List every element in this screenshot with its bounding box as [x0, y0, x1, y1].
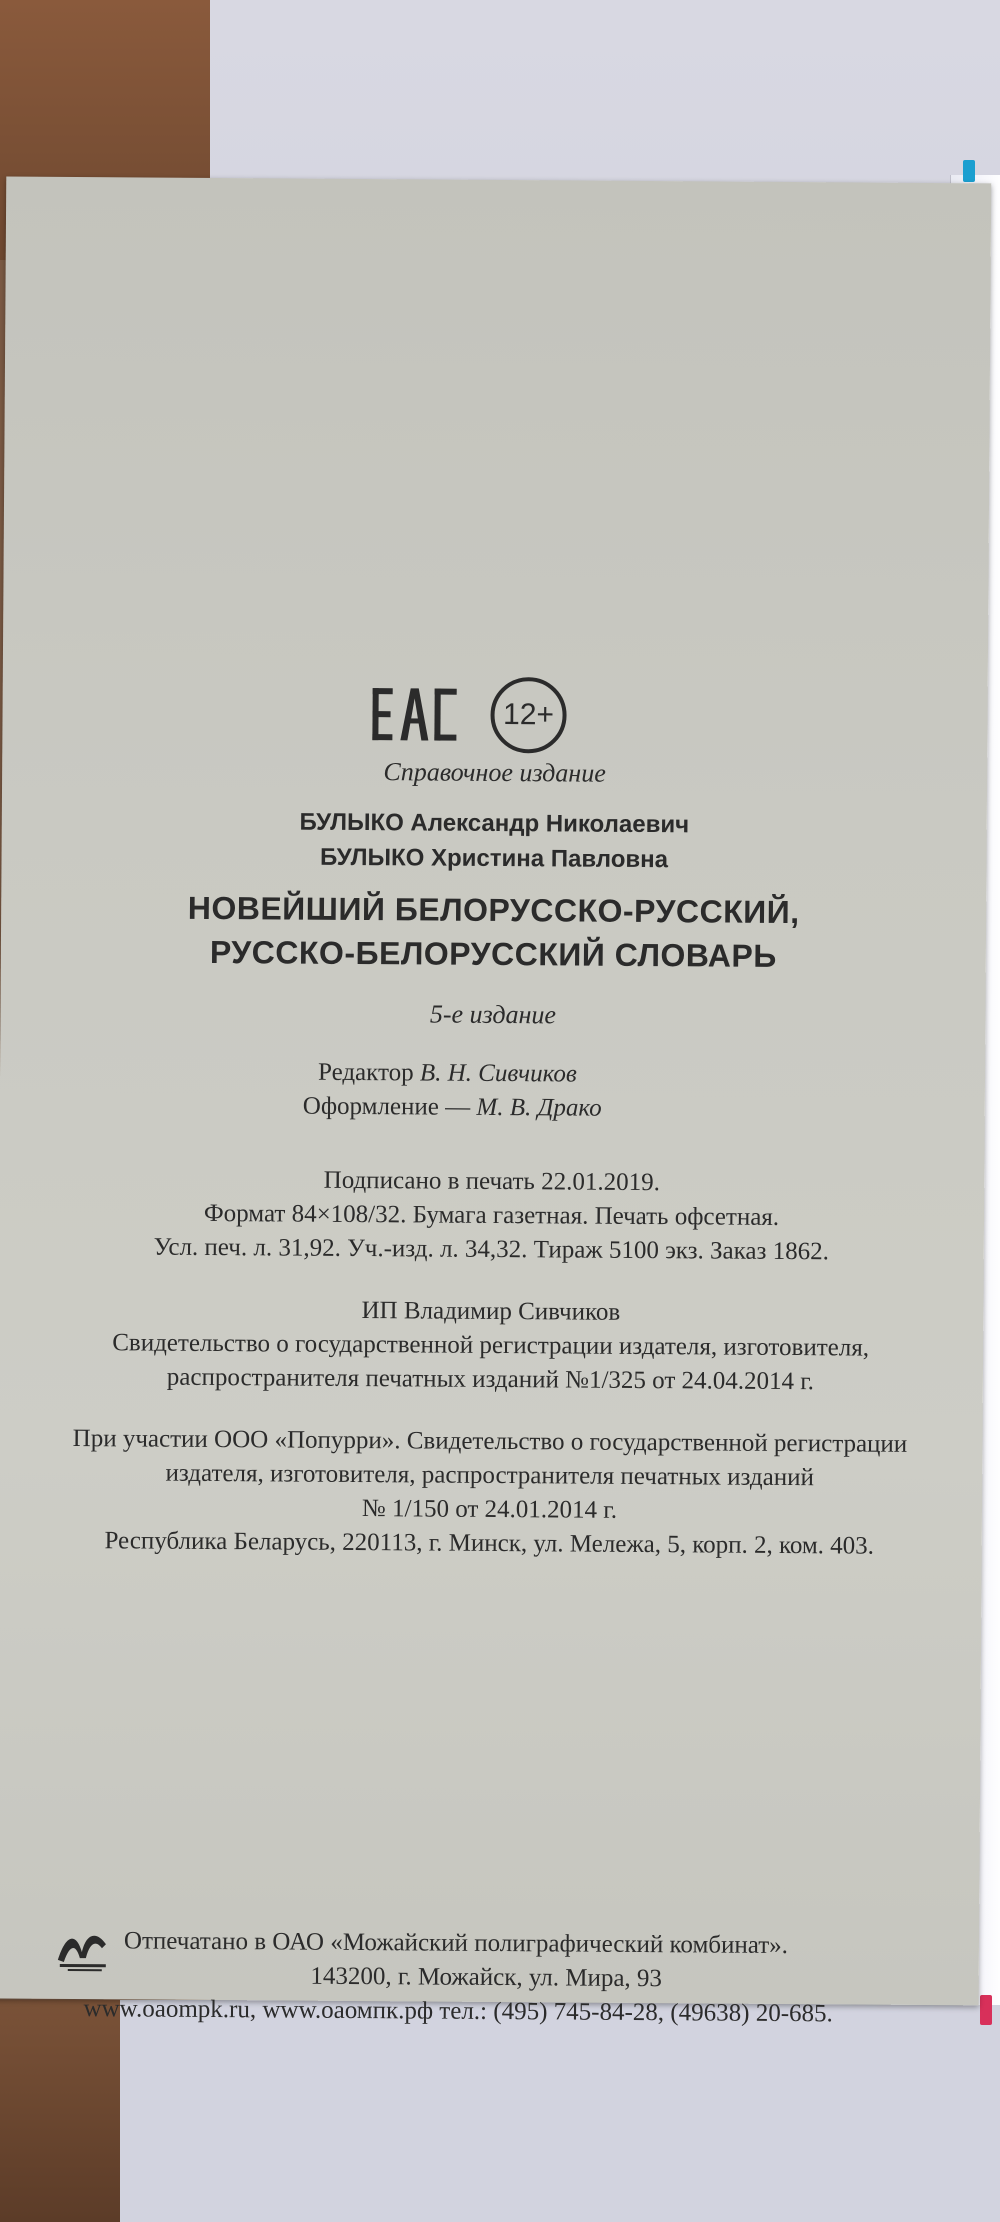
- reference-label: Справочное издание: [383, 757, 606, 788]
- book-page: [0, 177, 991, 2028]
- publisher-line-1: ИП Владимир Сивчиков: [361, 1297, 621, 1326]
- editor-label: Редактор: [317, 1058, 414, 1087]
- partner-line-3: № 1/150 от 24.01.2014 г.: [361, 1495, 618, 1524]
- backdrop-surface-bottom: [120, 2000, 1000, 2222]
- author-1: БУЛЫКО Александр Николаевич: [299, 808, 690, 839]
- eac-mark-icon: [370, 684, 460, 745]
- title-line-2: РУССКО-БЕЛОРУССКИЙ СЛОВАРЬ: [209, 933, 777, 974]
- print-info-line-2: Формат 84×108/32. Бумага газетная. Печать офсетная.: [203, 1199, 780, 1231]
- partner-line-4: Республика Беларусь, 220113, г. Минск, ул. Мележа, 5, корп. 2, ком. 403.: [104, 1527, 875, 1560]
- printer-line-1: Отпечатано в ОАО «Можайский полиграфический комбинат».: [123, 1927, 789, 1960]
- age-rating-text: 12+: [502, 698, 555, 732]
- printer-line-2: 143200, г. Можайск, ул. Мира, 93: [310, 1962, 663, 1993]
- publisher-line-3: распространителя печатных изданий №1/325 от 24.04.2014 г.: [166, 1363, 815, 1396]
- design-name: М. В. Драко: [476, 1093, 602, 1122]
- partner-line-2: издателя, изготовителя, распространителя печатных изданий: [165, 1459, 815, 1492]
- blue-bookmark-icon: [963, 160, 975, 182]
- print-info-line-1: Подписано в печать 22.01.2019.: [323, 1166, 660, 1197]
- design-label: Оформление —: [302, 1092, 471, 1121]
- print-info-line-3: Усл. печ. л. 31,92. Уч.-изд. л. 34,32. Тираж 5100 экз. Заказ 1862.: [153, 1233, 829, 1266]
- editor-name: В. Н. Сивчиков: [419, 1059, 577, 1088]
- publisher-line-2: Свидетельство о государственной регистрации издателя, изготовителя,: [112, 1329, 870, 1362]
- title-line-1: НОВЕЙШИЙ БЕЛОРУССКО-РУССКИЙ,: [187, 889, 800, 931]
- wooden-table-bottom: [0, 2000, 120, 2222]
- partner-line-1: При участии ООО «Попурри». Свидетельство о государственной регистрации: [72, 1425, 908, 1458]
- age-rating-badge: [490, 677, 567, 754]
- red-bookmark-icon: [980, 1995, 992, 2025]
- imprint-content: [0, 177, 991, 2028]
- author-2: БУЛЫКО Христина Павловна: [319, 843, 669, 874]
- printer-line-3: www.oaompk.ru, www.оаомпк.рф тел.: (495) 745-84-28, (49638) 20-685.: [83, 1995, 833, 2028]
- certification-marks: [370, 669, 591, 761]
- edition-label: 5-е издание: [429, 999, 557, 1030]
- editor-credit: [318, 1059, 577, 1089]
- design-credit: [303, 1093, 602, 1123]
